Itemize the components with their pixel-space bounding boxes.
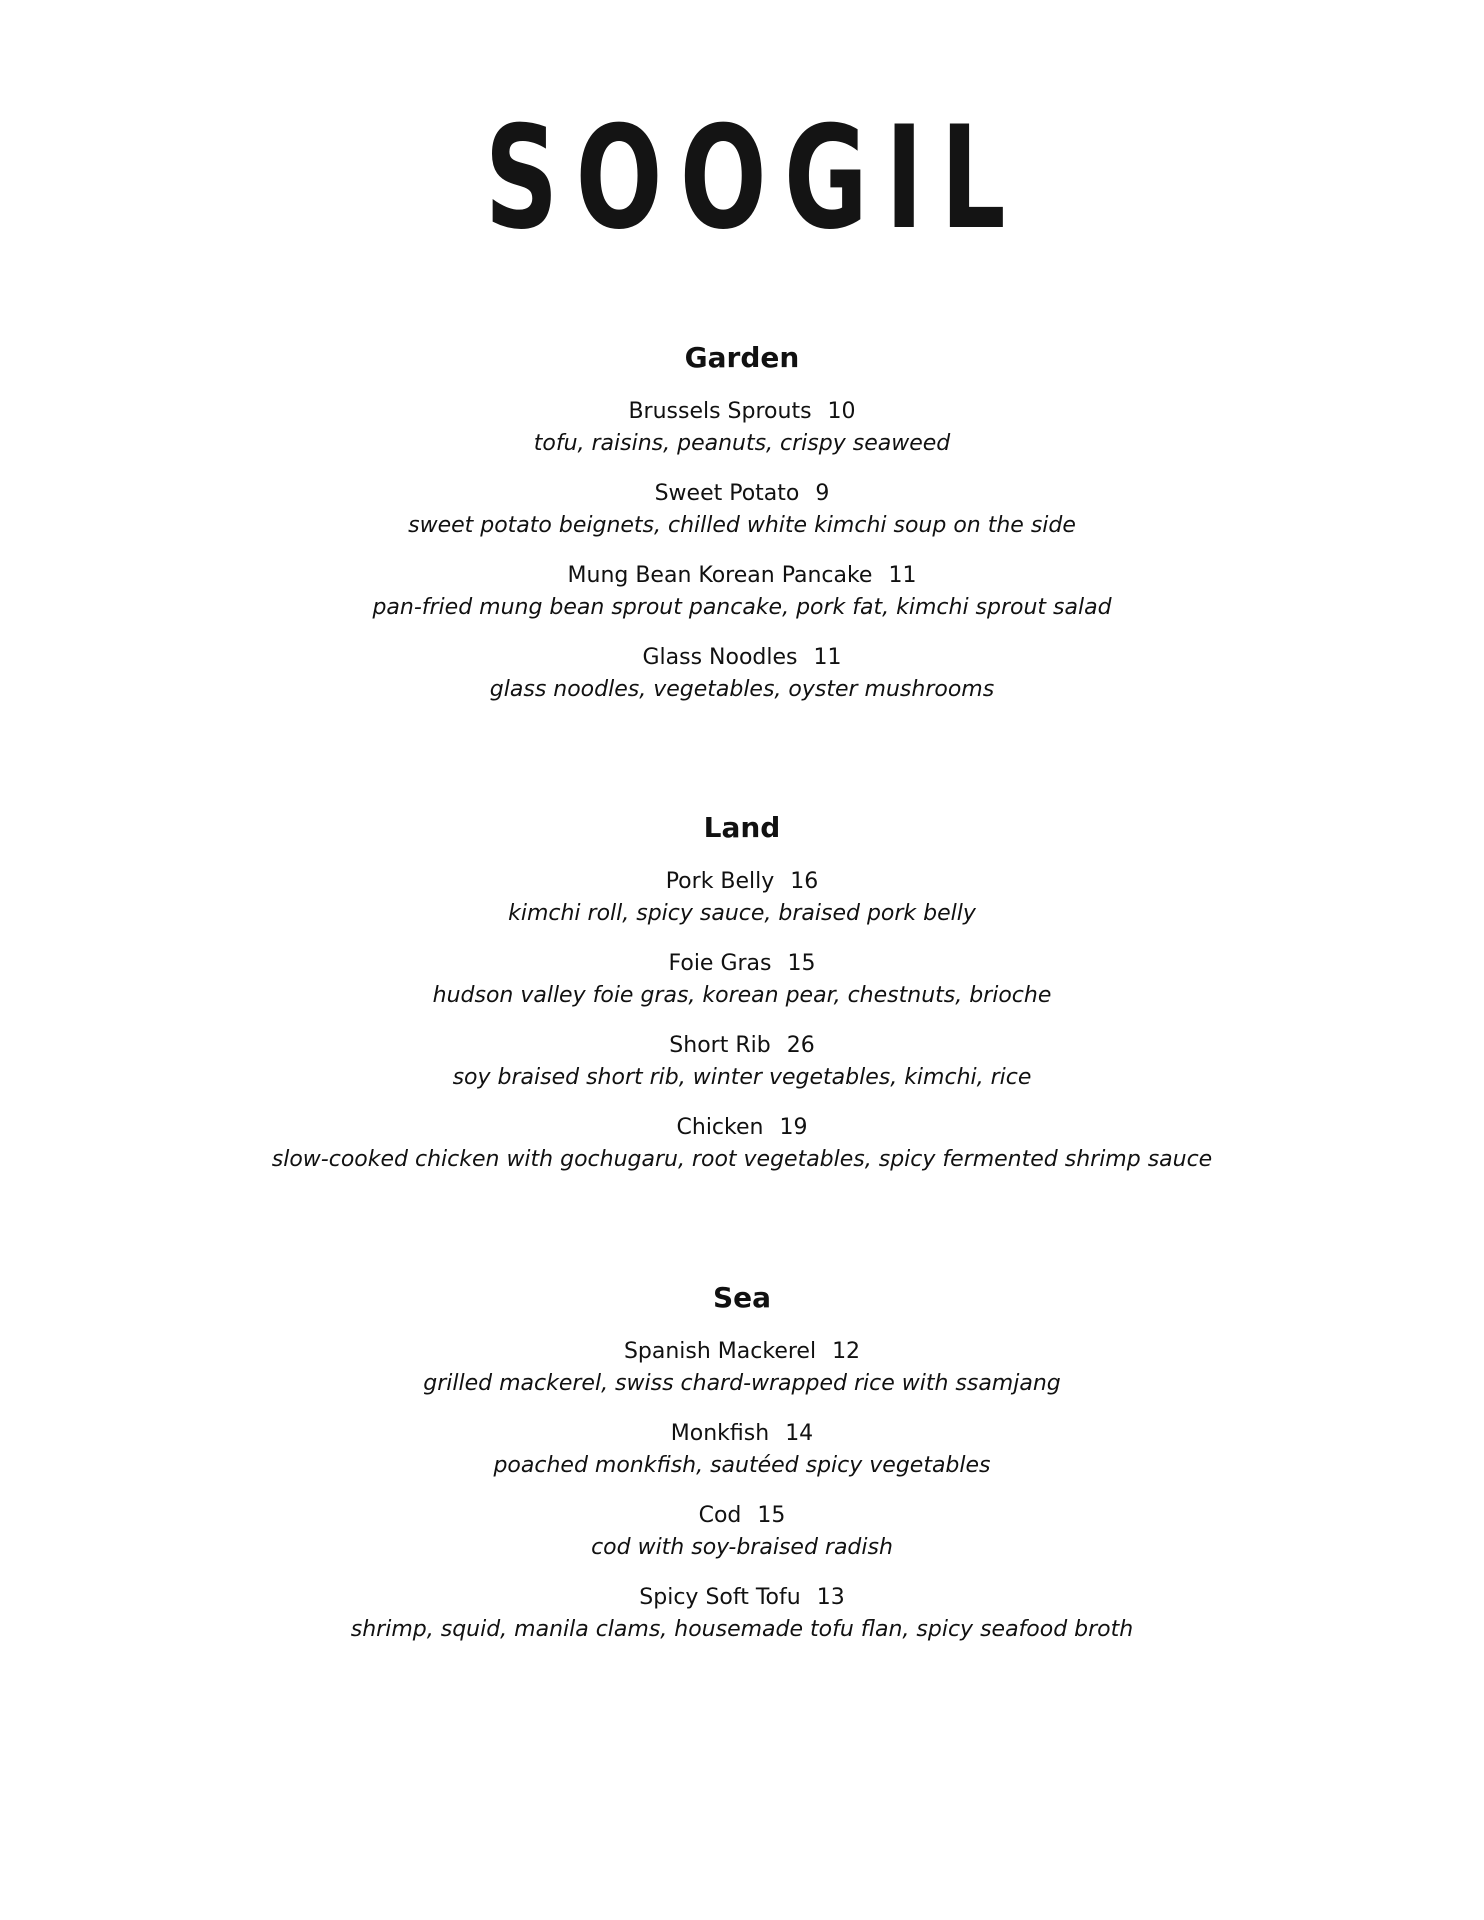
item-name-line bbox=[0, 1030, 1484, 1062]
item-description: tofu, raisins, peanuts, crispy seaweed bbox=[533, 431, 951, 456]
menu-item bbox=[0, 1112, 1484, 1176]
item-description: glass noodles, vegetables, oyster mushrooms bbox=[489, 677, 995, 702]
restaurant-logo bbox=[0, 96, 1484, 261]
item-name-line bbox=[0, 642, 1484, 674]
item-description: shrimp, squid, manila clams, housemade tofu flan, spicy seafood broth bbox=[350, 1617, 1134, 1642]
section-title: Land bbox=[703, 811, 781, 844]
item-name: Spanish Mackerel bbox=[623, 1339, 817, 1364]
item-description: slow-cooked chicken with gochugaru, root vegetables, spicy fermented shrimp sauce bbox=[271, 1147, 1213, 1172]
item-description: hudson valley foie gras, korean pear, chestnuts, brioche bbox=[432, 983, 1052, 1008]
section-title: Garden bbox=[684, 341, 800, 374]
item-name: Brussels Sprouts bbox=[628, 399, 812, 424]
menu-item bbox=[0, 948, 1484, 1012]
item-price: 15 bbox=[787, 951, 816, 976]
item-name-line bbox=[0, 1112, 1484, 1144]
item-name-line bbox=[0, 1582, 1484, 1614]
item-name-line bbox=[0, 560, 1484, 592]
item-name: Cod bbox=[698, 1503, 742, 1528]
section-land bbox=[0, 810, 1484, 1194]
menu-item bbox=[0, 560, 1484, 624]
section-title: Sea bbox=[712, 1281, 772, 1314]
item-name-line bbox=[0, 948, 1484, 980]
menu-item bbox=[0, 1418, 1484, 1482]
item-name: Pork Belly bbox=[665, 869, 775, 894]
section-sea bbox=[0, 1280, 1484, 1664]
menu-item bbox=[0, 478, 1484, 542]
menu-item bbox=[0, 1500, 1484, 1564]
section-garden bbox=[0, 340, 1484, 724]
item-name: Short Rib bbox=[669, 1033, 771, 1058]
item-name-line bbox=[0, 396, 1484, 428]
item-name: Glass Noodles bbox=[642, 645, 798, 670]
item-description: poached monkfish, sautéed spicy vegetables bbox=[493, 1453, 991, 1478]
logo-text: SOOGIL bbox=[484, 96, 1024, 261]
item-name: Monkfish bbox=[670, 1421, 770, 1446]
item-description: kimchi roll, spicy sauce, braised pork belly bbox=[508, 901, 976, 926]
menu-item bbox=[0, 396, 1484, 460]
item-price: 14 bbox=[785, 1421, 814, 1446]
item-price: 12 bbox=[832, 1339, 861, 1364]
item-name: Chicken bbox=[676, 1115, 764, 1140]
item-price: 9 bbox=[815, 481, 830, 506]
item-name-line bbox=[0, 1500, 1484, 1532]
item-name-line bbox=[0, 1336, 1484, 1368]
item-price: 10 bbox=[827, 399, 856, 424]
item-name: Mung Bean Korean Pancake bbox=[567, 563, 873, 588]
item-price: 15 bbox=[757, 1503, 786, 1528]
item-description: soy braised short rib, winter vegetables, kimchi, rice bbox=[452, 1065, 1032, 1090]
item-price: 13 bbox=[816, 1585, 845, 1610]
item-price: 26 bbox=[786, 1033, 815, 1058]
item-description: grilled mackerel, swiss chard-wrapped rice with ssamjang bbox=[423, 1371, 1061, 1396]
item-description: cod with soy-braised radish bbox=[591, 1535, 893, 1560]
item-name: Sweet Potato bbox=[654, 481, 800, 506]
item-price: 16 bbox=[790, 869, 819, 894]
item-name-line bbox=[0, 478, 1484, 510]
item-price: 19 bbox=[779, 1115, 808, 1140]
item-price: 11 bbox=[888, 563, 917, 588]
item-description: sweet potato beignets, chilled white kimchi soup on the side bbox=[408, 513, 1076, 538]
menu-item bbox=[0, 1582, 1484, 1646]
item-price: 11 bbox=[813, 645, 842, 670]
menu-item bbox=[0, 866, 1484, 930]
item-name-line bbox=[0, 1418, 1484, 1450]
menu-item bbox=[0, 1030, 1484, 1094]
item-name: Foie Gras bbox=[668, 951, 772, 976]
menu-item bbox=[0, 642, 1484, 706]
item-description: pan-fried mung bean sprout pancake, pork fat, kimchi sprout salad bbox=[372, 595, 1112, 620]
menu-item bbox=[0, 1336, 1484, 1400]
item-name: Spicy Soft Tofu bbox=[639, 1585, 801, 1610]
item-name-line bbox=[0, 866, 1484, 898]
